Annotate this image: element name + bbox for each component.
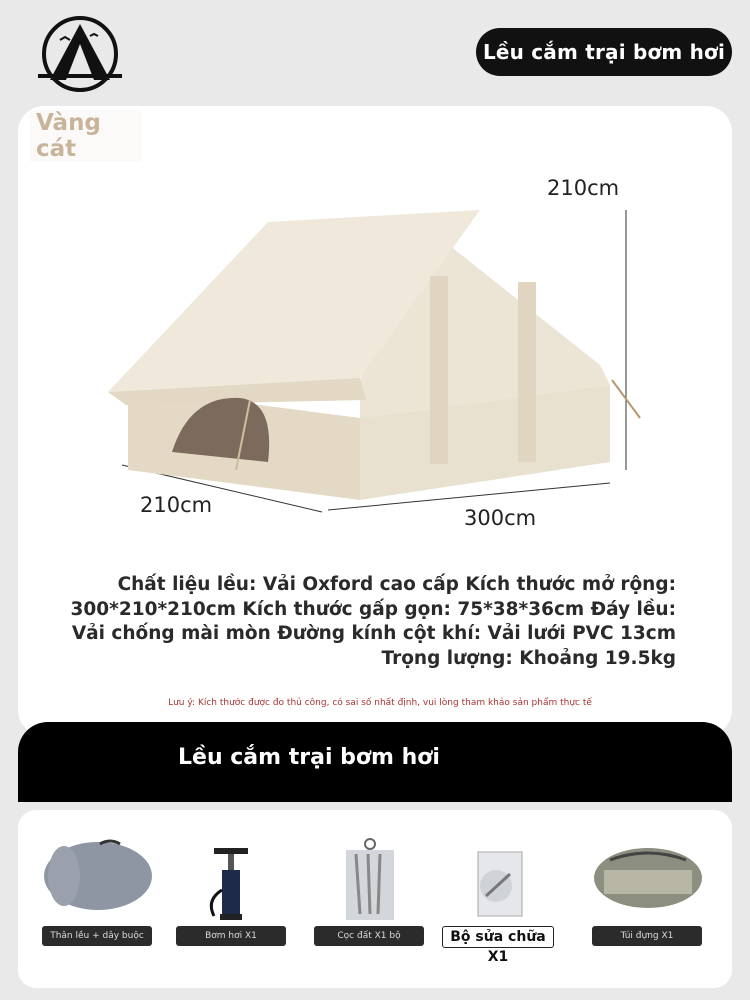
color-label: Vàng cát xyxy=(30,110,142,162)
product-specs: Chất liệu lều: Vải Oxford cao cấp Kích thước mở rộng: 300*210*210cm Kích thước gấp gọn: 75*38*36cm Đáy lều: Vải chống mài mòn Đường kính cột khí: Vải lưới PVC 13cm Trọng lượng: Khoảng 19.5kg xyxy=(70,574,676,669)
measurement-note: Lưu ý: Kích thước được đo thủ công, có sai số nhất định, vui lòng tham khảo sản phẩm thực tế xyxy=(168,698,592,708)
section-title: Lều cắm trại bơm hơi xyxy=(178,745,440,770)
repair-kit-icon xyxy=(440,830,556,925)
width-dimension: 210cm xyxy=(140,493,213,517)
accessory-label: Cọc đất X1 bộ xyxy=(314,926,424,946)
accessory-tent-body xyxy=(40,830,156,980)
height-dimension: 210cm xyxy=(547,176,620,200)
accessory-label: Thân lều + dây buộc xyxy=(42,926,152,946)
ground-stakes-icon xyxy=(312,830,428,925)
accessory-label: Túi đựng X1 xyxy=(592,926,702,946)
accessory-air-pump xyxy=(174,830,290,980)
accessory-ground-stakes xyxy=(312,830,428,980)
accessory-repair-kit xyxy=(440,830,556,980)
accessory-storage-bag xyxy=(590,830,706,980)
accessory-label: Bộ sửa chữa X1 xyxy=(442,926,554,948)
accessory-label: Bơm hơi X1 xyxy=(176,926,286,946)
header-title: Lều cắm trại bơm hơi xyxy=(476,28,732,76)
length-dimension: 300cm xyxy=(464,506,537,530)
storage-bag-icon xyxy=(590,830,706,925)
tent-bag-icon xyxy=(40,830,156,925)
air-pump-icon xyxy=(174,830,290,925)
